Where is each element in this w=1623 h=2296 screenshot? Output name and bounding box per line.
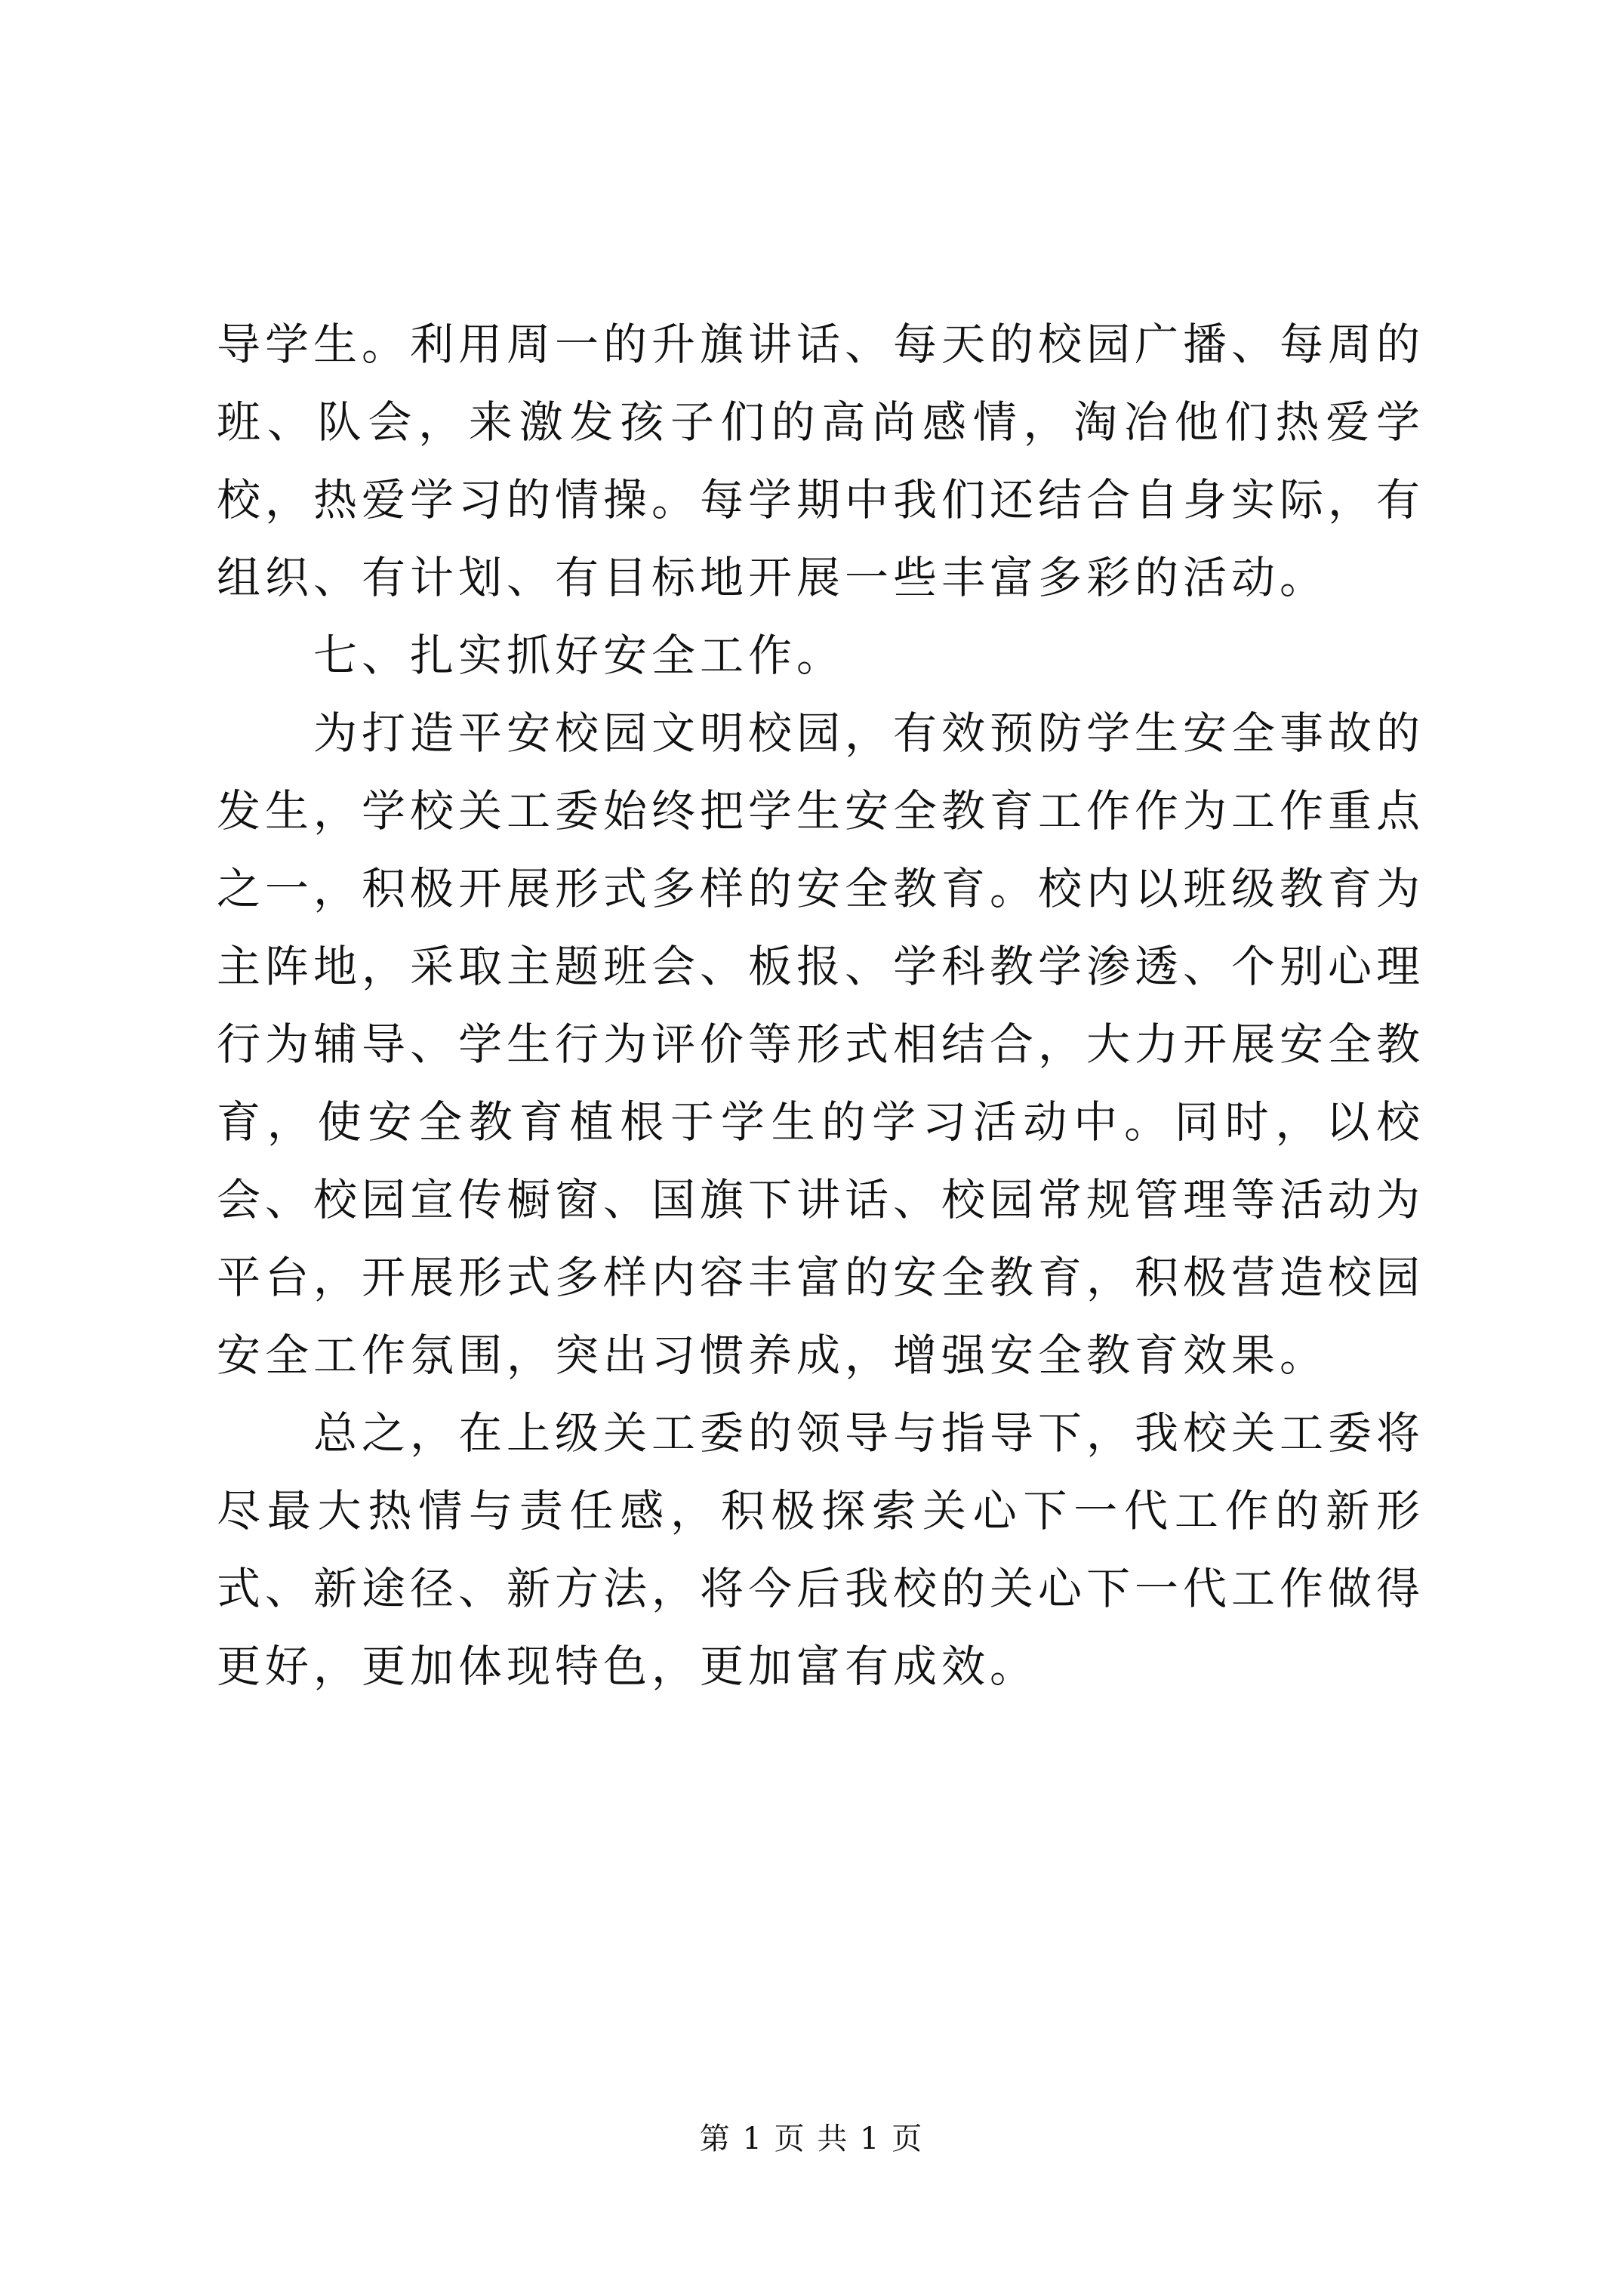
document-body <box>217 306 1424 1706</box>
paragraph-heading-safety: 七、扎实抓好安全工作。 <box>313 630 845 681</box>
paragraph-conclusion: 总之，在上级关工委的领导与指导下，我校关工委将尽最大热情与责任感，积极探索关心下一代工作的新形式、新途径、新方法，将今后我校的关心下一代工作做得更好，更加体现特色，更加富有成效。 <box>217 1407 1425 1692</box>
paragraph-continuation: 导学生。利用周一的升旗讲话、每天的校园广播、每周的班、队会，来激发孩子们的高尚感情，淘冶他们热爱学校，热爱学习的情操。每学期中我们还结合自身实际，有组织、有计划、有目标地开展一些丰富多彩的活动。 <box>217 319 1425 603</box>
paragraph-safety-education: 为打造平安校园文明校园，有效预防学生安全事故的发生，学校关工委始终把学生安全教育工作作为工作重点之一，积极开展形式多样的安全教育。校内以班级教育为主阵地，采取主题班会、板报、学科教学渗透、个别心理行为辅导、学生行为评价等形式相结合，大力开展安全教育，使安全教育植根于学生的学习活动中。同时，以校会、校园宣传橱窗、国旗下讲话、校园常规管理等活动为平台，开展形式多样内容丰富的安全教育，积极营造校园安全工作氛围，突出习惯养成，增强安全教育效果。 <box>217 707 1425 1381</box>
page-footer: 第 1 页 共 1 页 <box>699 2122 924 2156</box>
